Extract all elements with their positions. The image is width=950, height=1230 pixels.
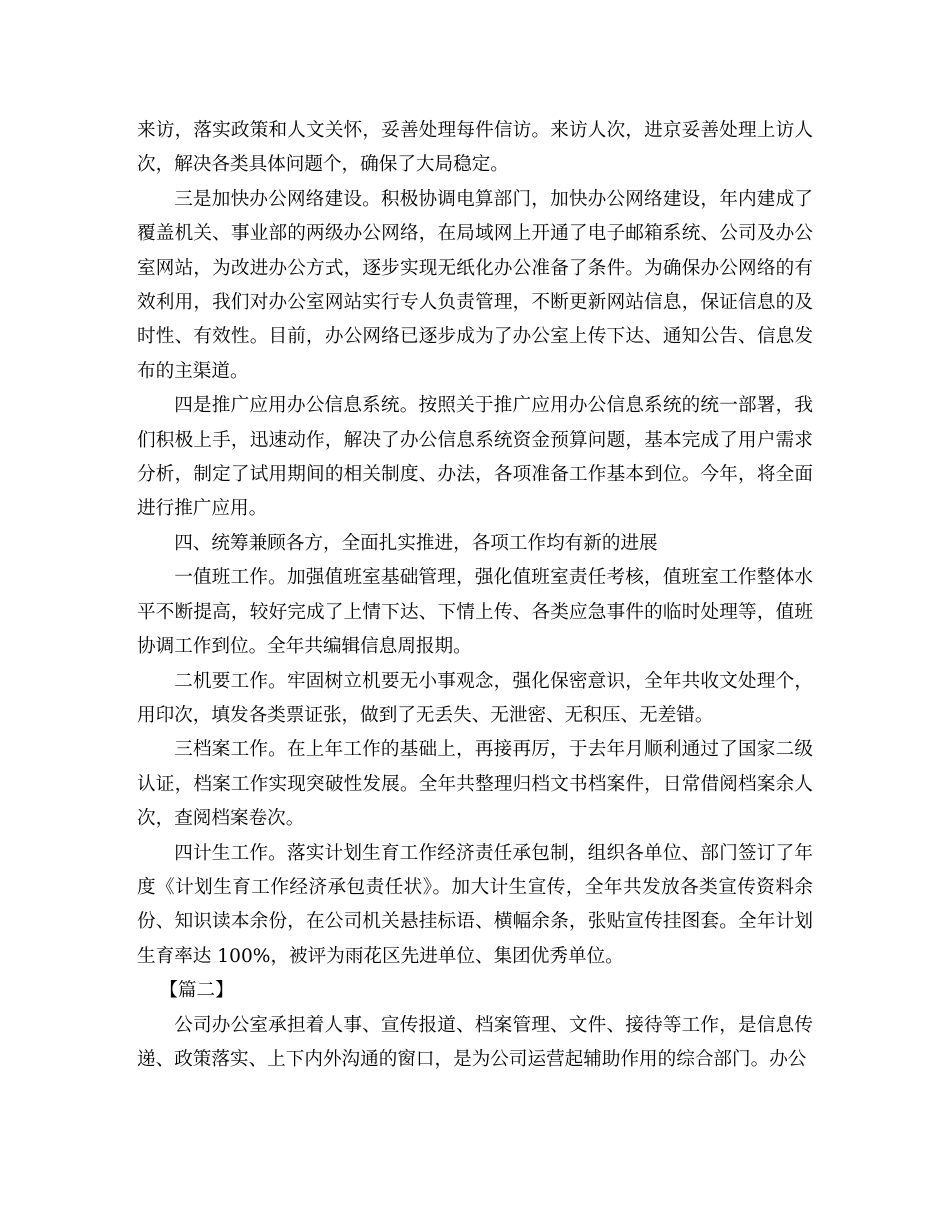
section-heading-four: 四、统筹兼顾各方，全面扎实推进，各项工作均有新的进展: [174, 532, 658, 554]
paragraph-office-network: 三是加快办公网络建设。积极协调电算部门，加快办公网络建设，年内建成了覆盖机关、事业部的两级办公网络，在局域网上开通了电子邮箱系统、公司及办公室网站，为改进办公方式，逐步实现无纸化办公准备了条件。为确保办公网络的有效利用，我们对办公室网站实行专人负责管理，不断更新网站信息，保证信息的及时性、有效性。目前，办公网络已逐步成为了办公室上传下达、通知公告、信息发布的主渠道。: [137, 188, 813, 382]
paragraph-visitors: 来访，落实政策和人文关怀，妥善处理每件信访。来访人次，进京妥善处理上访人次，解决各类具体问题个，确保了大局稳定。: [137, 120, 813, 176]
paragraph-archive-work: 三档案工作。在上年工作的基础上，再接再厉，于去年月顺利通过了国家二级认证，档案工作实现突破性发展。全年共整理归档文书档案件，日常借阅档案余人次，查阅档案卷次。: [137, 739, 813, 830]
paragraph-confidential-work: 二机要工作。牢固树立机要无小事观念，强化保密意识，全年共收文处理个，用印次，填发各类票证张，做到了无丢失、无泄密、无积压、无差错。: [137, 670, 813, 726]
paragraph-info-system: 四是推广应用办公信息系统。按照关于推广应用办公信息系统的统一部署，我们积极上手，迅速动作，解决了办公信息系统资金预算问题，基本完成了用户需求分析，制定了试用期间的相关制度、办法，各项准备工作基本到位。今年，将全面进行推广应用。: [137, 395, 813, 520]
paragraph-family-planning: 四计生工作。落实计划生育工作经济责任承包制，组织各单位、部门签订了年度《计划生育工作经济承包责任状》。加大计生宣传，全年共发放各类宣传资料余份、知识读本余份，在公司机关悬挂标语、横幅余条，张贴宣传挂图套。全年计划生育率达 100%，被评为雨花区先进单位、集团优秀单位。: [137, 842, 813, 967]
document-page: [137, 114, 813, 1077]
part-two-heading: 【篇二】: [159, 980, 234, 1002]
paragraph-office-intro: 公司办公室承担着人事、宣传报道、档案管理、文件、接待等工作，是信息传递、政策落实、上下内外沟通的窗口，是为公司运营起辅助作用的综合部门。办公: [137, 1014, 813, 1070]
paragraph-duty-work: 一值班工作。加强值班室基础管理，强化值班室责任考核，值班室工作整体水平不断提高，较好完成了上情下达、下情上传、各类应急事件的临时处理等，值班协调工作到位。全年共编辑信息周报期。: [137, 567, 813, 658]
